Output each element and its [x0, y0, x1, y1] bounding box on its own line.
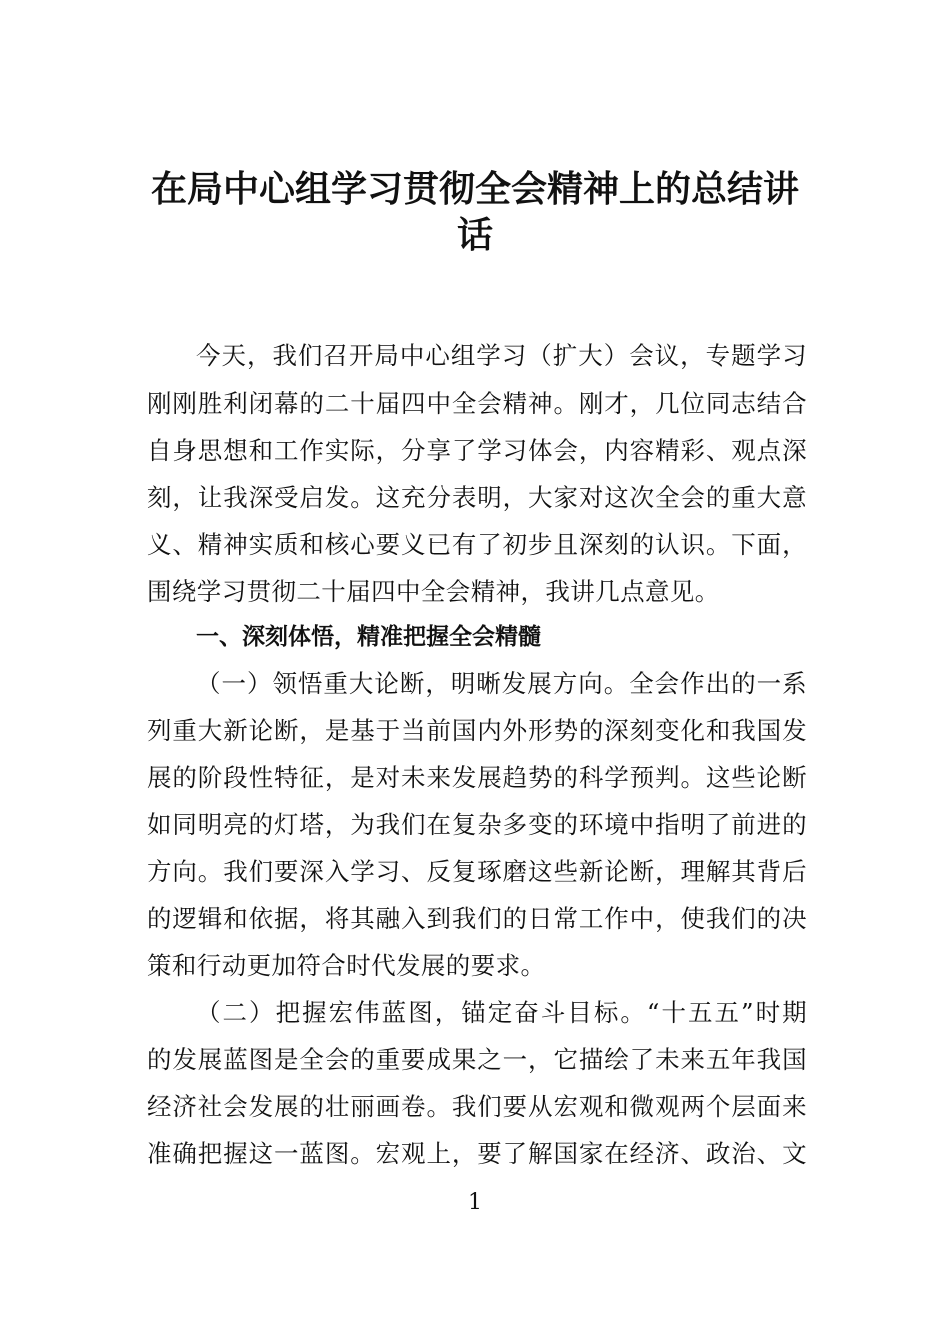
intro-line: 围绕学习贯彻二十届四中全会精神，我讲几点意见。: [147, 577, 720, 606]
body-line: 经济社会发展的壮丽画卷。我们要从宏观和微观两个层面来: [147, 1092, 807, 1121]
page-number: 1: [468, 1190, 482, 1215]
intro-line: 刚刚胜利闭幕的二十届四中全会精神。刚才，几位同志结合: [147, 389, 807, 418]
section-heading: 一、深刻体悟，精准把握全会精髓: [196, 624, 541, 650]
document-title-line-1: 在局中心组学习贯彻全会精神上的总结讲: [150, 169, 799, 210]
body-line: 展的阶段性特征，是对未来发展趋势的科学预判。这些论断: [147, 763, 807, 792]
body-line: （一）领悟重大论断，明晰发展方向。全会作出的一系: [196, 669, 807, 698]
body-line: 的发展蓝图是全会的重要成果之一，它描绘了未来五年我国: [147, 1045, 807, 1074]
body-line: 列重大新论断，是基于当前国内外形势的深刻变化和我国发: [147, 716, 807, 745]
body-line: 策和行动更加符合时代发展的要求。: [147, 951, 546, 980]
intro-line: 义、精神实质和核心要义已有了初步且深刻的认识。下面，: [147, 530, 807, 559]
body-line: 的逻辑和依据，将其融入到我们的日常工作中，使我们的决: [147, 904, 807, 933]
intro-line: 刻，让我深受启发。这充分表明，大家对这次全会的重大意: [147, 483, 807, 512]
body-line: 准确把握这一蓝图。宏观上，要了解国家在经济、政治、文: [147, 1139, 807, 1168]
body-line: （二）把握宏伟蓝图，锚定奋斗目标。“十五五”时期: [196, 998, 807, 1027]
body-line: 方向。我们要深入学习、反复琢磨这些新论断，理解其背后: [147, 857, 807, 886]
body-line: 如同明亮的灯塔，为我们在复杂多变的环境中指明了前进的: [147, 810, 807, 839]
intro-line: 今天，我们召开局中心组学习（扩大）会议，专题学习: [196, 341, 807, 370]
intro-line: 自身思想和工作实际，分享了学习体会，内容精彩、观点深: [147, 436, 807, 465]
document-title-line-2: 话: [456, 215, 493, 256]
